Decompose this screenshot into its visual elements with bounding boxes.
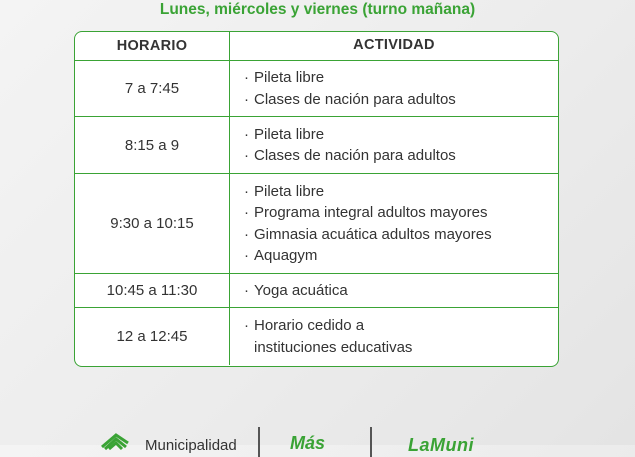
activity-item: · Programa integral adultos mayores <box>244 202 558 224</box>
bullet-icon: · <box>244 125 249 143</box>
time-cell: 12 a 12:45 <box>75 308 230 365</box>
time-cell: 8:15 a 9 <box>75 117 230 173</box>
activity-item: · Clases de nación para adultos <box>244 145 558 167</box>
footer-logos <box>0 425 635 455</box>
activity-item: · Pileta libre <box>244 124 558 146</box>
bullet-icon: · <box>244 204 249 221</box>
activity-item: · Pileta libre <box>244 181 558 203</box>
striped-leaf-logo-icon <box>100 429 132 449</box>
mas-logo-text: Más <box>290 433 326 453</box>
activity-cell <box>230 308 558 365</box>
bullet-icon: · <box>244 247 249 264</box>
activity-item: · Clases de nación para adultos <box>244 89 558 111</box>
bullet-icon: · <box>244 147 249 164</box>
bullet-icon: · <box>244 281 249 299</box>
activity-item-continuation: instituciones educativas <box>254 338 413 356</box>
table-row <box>75 274 558 308</box>
table-row <box>75 174 558 274</box>
bullet-icon: · <box>244 69 249 86</box>
table-row <box>75 308 558 365</box>
activity-cell <box>230 174 558 273</box>
time-cell: 7 a 7:45 <box>75 61 230 116</box>
activity-item: · Yoga acuática <box>244 280 558 302</box>
table-row <box>75 117 558 174</box>
bullet-icon: · <box>244 182 249 200</box>
footer-divider <box>258 427 260 457</box>
activity-cell <box>230 61 558 116</box>
municipality-logo-text: Municipalidad <box>145 437 237 454</box>
header-actividad: ACTIVIDAD <box>353 37 435 54</box>
lamuni-logo-text: LaMuni <box>408 435 474 455</box>
footer-divider <box>370 427 372 457</box>
activity-cell <box>230 274 558 307</box>
schedule-heading: Lunes, miércoles y viernes (turno mañana) <box>159 1 476 18</box>
bullet-icon: · <box>244 90 249 108</box>
schedule-table <box>74 31 559 367</box>
table-row <box>75 61 558 117</box>
activity-item: · Aquagym <box>244 245 558 267</box>
time-cell: 10:45 a 11:30 <box>75 274 230 307</box>
bullet-icon: · <box>244 317 249 334</box>
time-cell: 9:30 a 10:15 <box>75 174 230 273</box>
activity-item: · Pileta libre <box>244 67 558 89</box>
activity-cell <box>230 117 558 173</box>
table-header-row <box>75 32 558 61</box>
activity-item: · Horario cedido a <box>244 315 558 337</box>
bullet-icon: · <box>244 225 249 243</box>
activity-item: · Gimnasia acuática adultos mayores <box>244 224 558 246</box>
header-horario: HORARIO <box>75 32 230 60</box>
